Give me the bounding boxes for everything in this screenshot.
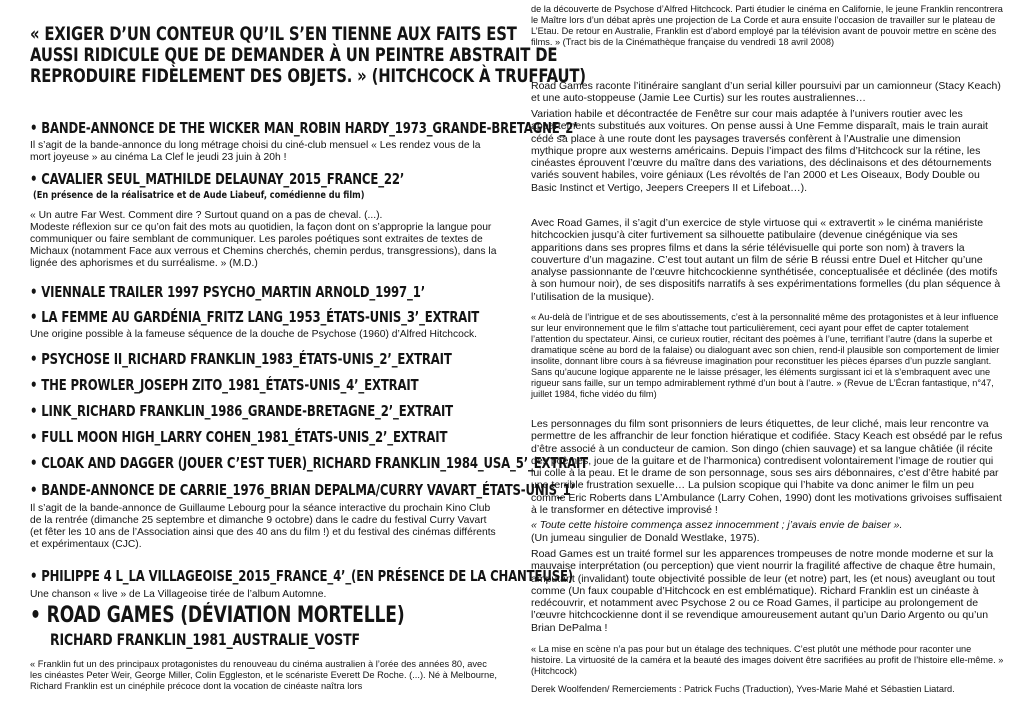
entry-title-full-moon-high: • FULL MOON HIGH_LARRY COHEN_1981_ÉTATS-UNIS_2’_EXTRAIT (30, 428, 448, 446)
right-quote-ecran-fantastique: « Au-delà de l’intrigue et de ses aboutissements, c’est à la personnalité même des protagonistes et à leur influence sur leur environnement que le film s’attache tout particulièrement, ceci ayant pour effet de capter totalement l’attention du spectateur. Ainsi, ce curieux routier, récitant des poèmes à l’une, terrifiant l’autre (dans la superbe et dramatique scène au bord de la falaise) ou dialoguant avec son chien, rend-il plausible son comportement de limier insolite, donnant libre cours à sa fiévreuse imagination pour reconstituer les pièces éparses d’un puzzle sanglant. Sans qu’aucune logique apparente ne le laisse présager, les éléments surgissant ici et là s’embraquent avec une rigueur sans faille, sur un tempo admirablement rythmé d’un bout à l’autre. » (Revue de L’Écran fantastique, n°47, juillet 1984, fiche vidéo du film) (531, 312, 1000, 399)
right-paragraph-2: Road Games raconte l’itinéraire sanglant d’un serial killer poursuivi par un camionneur (Stacy Keach) et une auto-stoppeuse (Jamie Lee Curtis) sur les routes australiennes… (531, 80, 1001, 105)
entry-title-viennale: • VIENNALE TRAILER 1997 PSYCHO_MARTIN ARNOLD_1997_1’ (30, 283, 425, 301)
entry-text-cavalier-seul-1: « Un autre Far West. Comment dire ? Surtout quand on a pas de cheval. (...). (30, 210, 383, 221)
right-quote-westlake-source: (Un jumeau singulier de Donald Westlake, 1975). (531, 532, 760, 544)
entry-subtitle-cavalier-seul: (En présence de la réalisatrice et de Aude Liabeuf, comédienne du film) (33, 190, 365, 201)
quote-line: REPRODUIRE FIDÈLEMENT DES OBJETS. » (HITCHCOCK À TRUFFAUT) (30, 65, 586, 87)
entry-title-psychose-ii: • PSYCHOSE II_RICHARD FRANKLIN_1983_ÉTATS-UNIS_2’_EXTRAIT (30, 350, 452, 368)
entry-title-femme-gardenia: • LA FEMME AU GARDÉNIA_FRITZ LANG_1953_ÉTATS-UNIS_3’_EXTRAIT (30, 308, 480, 326)
entry-text-carrie: Il s’agit de la bande-annonce de Guillaume Lebourg pour la séance interactive du prochain Kino Club de la rentrée (dimanche 25 septembre et dimanche 9 octobre) dans le cadre du festival Curry Vavart (et fêter les 10 ans de l’Association ainsi que des 40 ans du film !) et du festival des cinémas différents et expérimentaux (CJC). (30, 503, 496, 550)
right-paragraph-6: Les personnages du film sont prisonniers de leurs étiquettes, de leur cliché, mais leur rencontre va permettre de les affranchir de leur fonction hiératique et codifiée. Stacy Keach est obsédé par le refus d’être associé à un conducteur de camion. Son dingo (chien sauvage) et sa langue châtiée (il récite des poèmes, joue de la guitare et de l’harmonica) contredisent volontairement l’image de routier qui lui colle à la peau. Et le drame de son personnage, sous ses airs débonnaires, c’est d’être habité par une terrible frustration sexuelle… La pulsion scopique qui l’habite va donc animer le film un peu comme Eric Roberts dans L’Ambulance (Larry Cohen, 1990) dont les motivations grivoises suffisaient à le transformer en détective improvisé ! (531, 418, 1003, 517)
entry-text-wicker-man: Il s’agit de la bande-annonce du long métrage choisi du ciné-club mensuel « Les rendez vous de la mort joyeuse » au cinéma La Clef le jeudi 23 juin à 20h ! (30, 140, 481, 163)
entry-text-philippe-4l: Une chanson « live » de La Villageoise tirée de l’album Automne. (30, 589, 327, 600)
entry-title-wicker-man: • BANDE-ANNONCE DE THE WICKER MAN_ROBIN HARDY_1973_GRANDE-BRETAGNE_2’ (30, 119, 578, 137)
right-quote-hitchcock: « La mise en scène n’a pas pour but un étalage des techniques. C’est plutôt une méthode pour raconter une histoire. La virtuosité de la caméra et la beauté des images doivent être sacrifiées au profit de l’histoire elle-même. » (Hitchcock) (531, 644, 1004, 676)
entry-subtitle-road-games: RICHARD FRANKLIN_1981_AUSTRALIE_VOSTF (50, 630, 360, 649)
hitchcock-quote-title (30, 23, 586, 87)
entry-title-philippe-4l: • PHILIPPE 4 L_LA VILLAGEOISE_2015_FRANCE_4’_(EN PRÉSENCE DE LA CHANTEUSE) (30, 567, 573, 585)
quote-line: « EXIGER D’UN CONTEUR QU’IL S’EN TIENNE AUX FAITS EST (30, 23, 517, 45)
right-paragraph-1: de la découverte de Psychose d’Alfred Hitchcock. Parti étudier le cinéma en Californie, le jeune Franklin rencontrera le Maître lors d’un débat après une projection de La Corde et aura ensuite l’occasion de travailler sur le plateau de L’Etau. De retour en Australie, Franklin est d’abord employé par la télévision avant de pouvoir mettre en scène des films. » (Tract bis de la Cinémathèque française du vendredi 18 avril 2008) (531, 4, 1003, 47)
entry-title-cavalier-seul: • CAVALIER SEUL_MATHILDE DELAUNAY_2015_FRANCE_22’ (30, 170, 405, 188)
entry-title-the-prowler: • THE PROWLER_JOSEPH ZITO_1981_ÉTATS-UNIS_4’_EXTRAIT (30, 376, 419, 394)
entry-title-road-games: • ROAD GAMES (DÉVIATION MORTELLE) (30, 603, 405, 628)
quote-line: AUSSI RIDICULE QUE DE DEMANDER À UN PEINTRE ABSTRAIT DE (30, 44, 558, 66)
entry-text-cavalier-seul-2: Modeste réflexion sur ce qu’on fait des mots au quotidien, la façon dont on s’approprie la langue pour communiquer ou faire semblant de communiquer. Les paroles poétiques sont extraites de textes de Michaux (notamment Face aux verrous et Chemins cherchés, chemin perdus, transgressions), dans la lignée des aphorismes et du surréalisme. » (M.D.) (30, 222, 497, 269)
credits: Derek Woolfenden/ Remerciements : Patrick Fuchs (Traduction), Yves-Marie Mahé et Sébastien Liatard. (531, 684, 955, 694)
entry-text-femme-gardenia: Une origine possible à la fameuse séquence de la douche de Psychose (1960) d’Alfred Hitchcock. (30, 329, 478, 340)
right-paragraph-4: Avec Road Games, il s’agit d’un exercice de style virtuose qui « extravertit » le cinéma maniériste hitchcockien jusqu’à citer furtivement sa silhouette patibulaire (devenue cinégénique via ses apparitions dans ses propres films et dans la série télévisuelle qui porte son nom) à travers la couverture d’un magazine. C’est tout autant un film de série B réussi entre Duel et Hitcher qu’une analyse passionnante de l’œuvre hitchcockienne synthétisée, conceptualisée et déclinée (des motifs à son humour noir), de ses dispositifs narratifs à ses expérimentations formelles (du plan séquence à l’utilisation de la musique). (531, 217, 1001, 303)
right-paragraph-8: Road Games est un traité formel sur les apparences trompeuses de notre monde moderne et sur la mauvaise interprétation (ou perception) que vient nourrir la fragilité affective de chaque être humain, amputant (invalidant) toute objectivité possible de leur (et notre) part, les (et nous) aveuglant ou tout comme (Un faux coupable d’Hitchcock en est emblématique). Richard Franklin est un cinéaste à redécouvrir, et notamment avec Psychose 2 ou ce Road Games, il participe au prolongement de l’œuvre hitchcockienne dont il se revendique amoureusement autant qu’un Dario Argento ou qu’un Brian DePalma ! (531, 548, 996, 634)
right-paragraph-3: Variation habile et décontractée de Fenêtre sur cour mais adaptée à l’univers routier avec les appartements substitués aux voitures. On pense aussi à Une Femme disparaît, mais le train aurait cédé sa place à une route dont les paysages traversés confèrent à l’Australie une dimension mythique propre aux westerns américains. Depuis l’impact des films d’Hitchcock sur la rétine, les cinéastes éprouvent l’œuvre du maître dans des variations, des déclinaisons et des détournements variés souvent habiles, voire géniaux (Les révoltés de l’an 2000 et Les Oiseaux, Body Double ou Basic Instinct et Vertigo, Jeepers Creepers II et Lifeboat…). (531, 108, 992, 194)
entry-title-carrie: • BANDE-ANNONCE DE CARRIE_1976_BRIAN DEPALMA/CURRY VAVART_ÉTATS-UNIS_1’ (30, 481, 575, 499)
right-quote-westlake: « Toute cette histoire commença assez innocemment ; j’avais envie de baiser ». (531, 519, 903, 531)
entry-title-link: • LINK_RICHARD FRANKLIN_1986_GRANDE-BRETAGNE_2’_EXTRAIT (30, 402, 453, 420)
entry-text-road-games: « Franklin fut un des principaux protagonistes du renouveau du cinéma australien à l’orée des années 80, avec les cinéastes Peter Weir, George Miller, Colin Eggleston, et le scénariste Everett De Roche. (...). Né à Melbourne, Richard Franklin est un cinéphile précoce dont la vocation de cinéaste naîtra lors (30, 659, 497, 691)
entry-title-cloak-and-dagger: • CLOAK AND DAGGER (JOUER C’EST TUER)_RICHARD FRANKLIN_1984_USA_5’_EXTRAIT (30, 454, 589, 472)
